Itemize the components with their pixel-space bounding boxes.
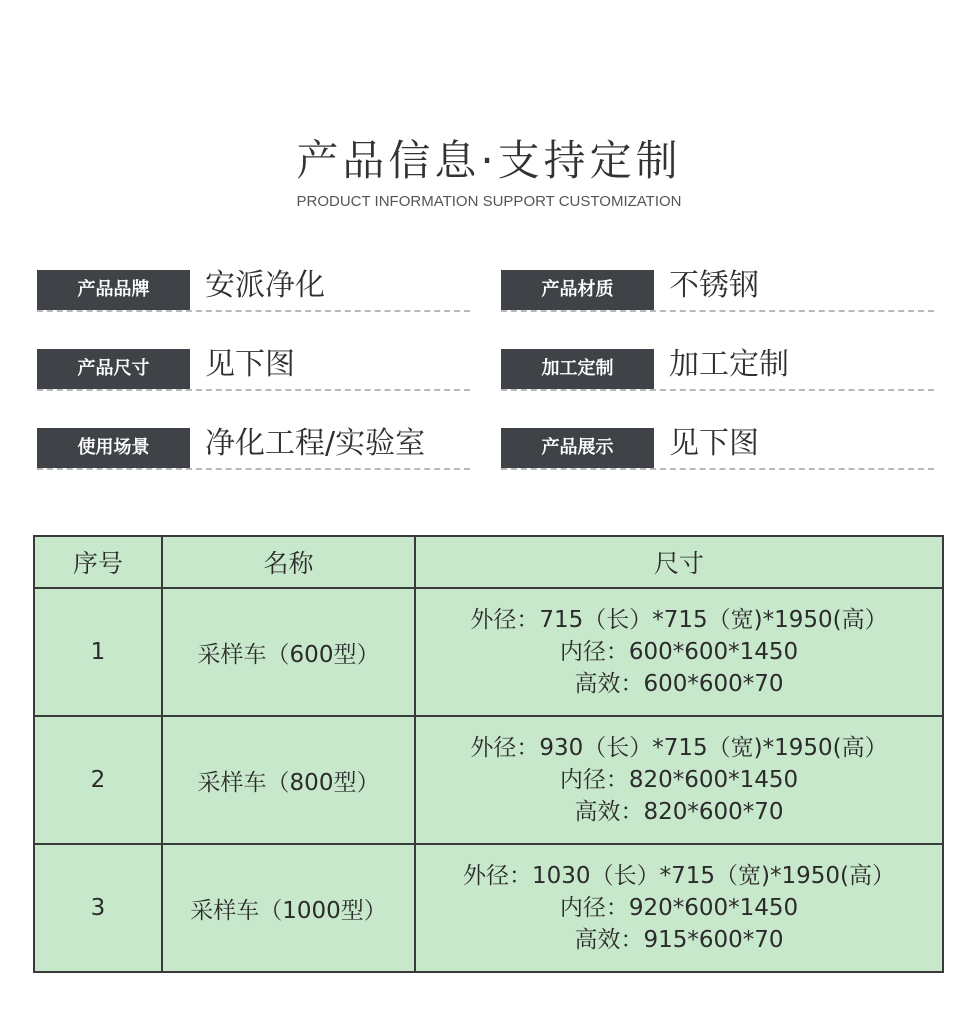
info-field-size bbox=[37, 349, 470, 391]
size-inner: 内径：600*600*1450 bbox=[559, 639, 799, 665]
table-header-row bbox=[34, 536, 943, 588]
size-outer: 外径：1030（长）*715（宽)*1950(高） bbox=[463, 863, 895, 889]
header-no: 序号 bbox=[34, 536, 162, 588]
info-label: 产品尺寸 bbox=[37, 349, 190, 389]
info-label: 使用场景 bbox=[37, 428, 190, 468]
spec-table bbox=[33, 535, 944, 973]
cell-name: 采样车（600型） bbox=[162, 588, 415, 716]
info-label: 产品展示 bbox=[501, 428, 654, 468]
info-field-usage bbox=[37, 428, 470, 470]
table-row bbox=[34, 716, 943, 844]
info-value: 安派净化 bbox=[205, 268, 325, 303]
info-value: 见下图 bbox=[669, 426, 759, 461]
info-label: 产品材质 bbox=[501, 270, 654, 310]
size-hepa: 高效：820*600*70 bbox=[574, 799, 784, 825]
header-size: 尺寸 bbox=[415, 536, 943, 588]
info-label: 加工定制 bbox=[501, 349, 654, 389]
info-field-display bbox=[501, 428, 934, 470]
cell-no: 3 bbox=[34, 844, 162, 972]
table-row bbox=[34, 844, 943, 972]
page-subtitle: PRODUCT INFORMATION SUPPORT CUSTOMIZATION bbox=[296, 193, 682, 210]
cell-name: 采样车（800型） bbox=[162, 716, 415, 844]
size-outer: 外径：715（长）*715（宽)*1950(高） bbox=[470, 607, 888, 633]
info-field-material bbox=[501, 270, 934, 312]
page-title: 产品信息·支持定制 bbox=[296, 136, 682, 185]
info-value: 加工定制 bbox=[669, 347, 789, 382]
size-inner: 内径：820*600*1450 bbox=[559, 767, 799, 793]
info-value: 不锈钢 bbox=[669, 268, 759, 303]
info-field-brand bbox=[37, 270, 470, 312]
info-label: 产品品牌 bbox=[37, 270, 190, 310]
size-outer: 外径：930（长）*715（宽)*1950(高） bbox=[470, 735, 888, 761]
size-hepa: 高效：915*600*70 bbox=[574, 927, 784, 953]
size-hepa: 高效：600*600*70 bbox=[574, 671, 784, 697]
info-value: 净化工程/实验室 bbox=[205, 426, 426, 461]
cell-no: 1 bbox=[34, 588, 162, 716]
info-field-custom bbox=[501, 349, 934, 391]
cell-name: 采样车（1000型） bbox=[162, 844, 415, 972]
size-inner: 内径：920*600*1450 bbox=[559, 895, 799, 921]
info-value: 见下图 bbox=[205, 347, 295, 382]
cell-no: 2 bbox=[34, 716, 162, 844]
cell-size bbox=[415, 844, 943, 972]
header-name: 名称 bbox=[162, 536, 415, 588]
table-row bbox=[34, 588, 943, 716]
cell-size bbox=[415, 588, 943, 716]
cell-size bbox=[415, 716, 943, 844]
